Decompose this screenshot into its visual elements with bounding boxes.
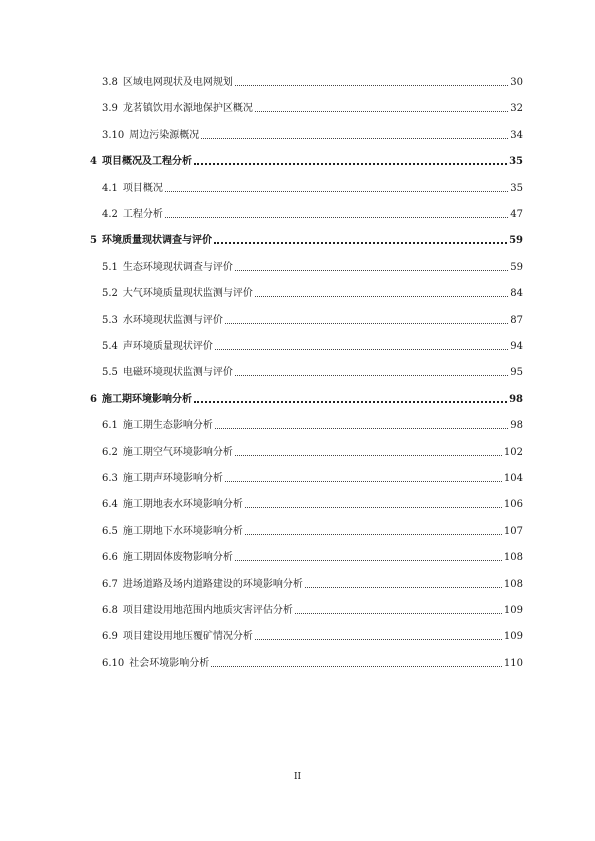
toc-dot-leader (214, 242, 507, 244)
toc-entry-title: 社会环境影响分析 (129, 657, 210, 669)
toc-section-entry[interactable] (102, 470, 523, 486)
toc-entry-title: 周边污染源概况 (129, 129, 200, 141)
toc-entry-number: 3.10 (102, 129, 125, 141)
toc-entry-number: 5.2 (102, 288, 118, 300)
toc-entry-title: 施工期地表水环境影响分析 (122, 499, 243, 511)
toc-entry-page: 32 (510, 103, 523, 115)
toc-dot-leader (215, 349, 508, 350)
toc-section-entry[interactable] (102, 127, 523, 143)
toc-dot-leader (215, 428, 508, 429)
toc-chapter-entry[interactable] (90, 153, 523, 169)
toc-entry-title: 生态环境现状调查与评价 (122, 261, 233, 273)
toc-entry-title: 施工期固体废物影响分析 (122, 552, 233, 564)
toc-entry-title: 区域电网现状及电网规划 (122, 77, 233, 88)
toc-entry-title: 项目概况及工程分析 (101, 156, 192, 168)
toc-entry-page: 35 (509, 156, 523, 168)
toc-entry-number: 3.9 (102, 103, 118, 115)
toc-entry-title: 施工期环境影响分析 (101, 393, 192, 405)
toc-entry-number: 3.8 (102, 77, 118, 88)
toc-section-entry[interactable] (102, 180, 523, 196)
toc-entry-title: 施工期声环境影响分析 (122, 473, 223, 484)
toc-entry-number: 6.10 (102, 657, 125, 669)
page-number: II (293, 772, 302, 782)
toc-entry-number: 6.2 (102, 446, 118, 458)
toc-entry-page: 110 (503, 657, 523, 669)
toc-section-entry[interactable] (102, 602, 523, 618)
toc-entry-number: 6.3 (102, 473, 118, 484)
toc-entry-title: 施工期空气环境影响分析 (122, 446, 233, 458)
toc-chapter-entry[interactable] (90, 391, 523, 407)
toc-dot-leader (235, 560, 502, 561)
toc-section-entry[interactable] (102, 100, 523, 116)
toc-entry-number: 6.6 (102, 552, 118, 564)
toc-entry-title: 大气环境质量现状监测与评价 (122, 288, 253, 300)
toc-dot-leader (194, 163, 507, 165)
toc-section-entry[interactable] (102, 417, 523, 433)
toc-section-entry[interactable] (102, 285, 523, 301)
toc-section-entry[interactable] (102, 206, 523, 222)
toc-entry-number: 6.7 (102, 578, 118, 590)
toc-entry-title: 环境质量现状调查与评价 (101, 235, 212, 247)
toc-entry-number: 4 (90, 156, 97, 168)
toc-entry-title: 施工期地下水环境影响分析 (122, 525, 243, 537)
toc-entry-number: 4.1 (102, 182, 118, 194)
toc-entry-number: 5.3 (102, 314, 118, 326)
toc-entry-title: 工程分析 (122, 209, 163, 220)
toc-entry-page: 98 (509, 393, 523, 405)
toc-entry-page: 87 (510, 314, 523, 326)
toc-entry-number: 6.5 (102, 525, 118, 537)
toc-section-entry[interactable] (102, 523, 523, 539)
toc-section-entry[interactable] (102, 259, 523, 275)
toc-section-entry[interactable] (102, 74, 523, 90)
toc-entry-page: 35 (510, 182, 523, 194)
toc-entry-page: 106 (503, 499, 523, 511)
toc-chapter-entry[interactable] (90, 232, 523, 248)
toc-entry-page: 30 (510, 77, 523, 88)
toc-section-entry[interactable] (102, 312, 523, 328)
toc-dot-leader (245, 507, 502, 508)
toc-entry-number: 4.2 (102, 209, 118, 220)
toc-entry-page: 102 (503, 446, 523, 458)
toc-dot-leader (225, 323, 508, 324)
toc-dot-leader (225, 481, 502, 482)
toc-entry-title: 水环境现状监测与评价 (122, 314, 223, 326)
toc-entry-title: 项目建设用地范围内地质灾害评估分析 (122, 605, 293, 616)
toc-entry-page: 84 (510, 288, 523, 300)
toc-entry-title: 施工期生态影响分析 (122, 420, 213, 432)
toc-dot-leader (211, 666, 502, 667)
toc-dot-leader (235, 85, 508, 86)
toc-entry-page: 34 (510, 129, 523, 141)
toc-entry-page: 59 (509, 235, 523, 247)
toc-entry-page: 47 (510, 209, 523, 220)
toc-dot-leader (194, 401, 507, 403)
toc-dot-leader (245, 534, 502, 535)
toc-entry-title: 项目概况 (122, 182, 163, 194)
toc-dot-leader (235, 375, 508, 376)
toc-entry-page: 108 (503, 552, 523, 564)
toc-entry-page: 94 (510, 341, 523, 352)
toc-entry-title: 项目建设用地压覆矿情况分析 (122, 631, 253, 643)
toc-section-entry[interactable] (102, 576, 523, 592)
toc-entry-page: 59 (510, 261, 523, 273)
toc-dot-leader (295, 613, 502, 614)
toc-entry-number: 5.5 (102, 367, 118, 379)
toc-entry-number: 5.1 (102, 261, 118, 273)
toc-dot-leader (165, 217, 508, 218)
toc-entry-page: 104 (503, 473, 523, 484)
toc-entry-number: 5.4 (102, 341, 118, 352)
toc-section-entry[interactable] (102, 549, 523, 565)
toc-section-entry[interactable] (102, 655, 523, 671)
toc-dot-leader (305, 587, 502, 588)
toc-dot-leader (255, 296, 508, 297)
toc-section-entry[interactable] (102, 364, 523, 380)
toc-entry-page: 109 (503, 605, 523, 616)
toc-section-entry[interactable] (102, 444, 523, 460)
toc-entry-page: 95 (510, 367, 523, 379)
toc-entry-title: 龙茗镇饮用水源地保护区概况 (122, 103, 253, 115)
toc-entry-number: 6 (90, 393, 97, 405)
toc-entry-page: 98 (510, 420, 523, 432)
toc-entry-title: 电磁环境现状监测与评价 (122, 367, 233, 379)
toc-dot-leader (255, 111, 508, 112)
toc-dot-leader (235, 270, 508, 271)
toc-entry-number: 6.9 (102, 631, 118, 643)
toc-entry-page: 108 (503, 578, 523, 590)
toc-entry-number: 6.4 (102, 499, 118, 511)
toc-entry-page: 107 (503, 525, 523, 537)
toc-entry-number: 6.1 (102, 420, 118, 432)
toc-section-entry[interactable] (102, 338, 523, 354)
toc-entry-number: 5 (90, 235, 97, 247)
toc-entry-title: 进场道路及场内道路建设的环境影响分析 (122, 578, 303, 590)
toc-dot-leader (165, 191, 508, 192)
toc-entry-page: 109 (503, 631, 523, 643)
toc-dot-leader (235, 455, 502, 456)
toc-dot-leader (201, 138, 508, 139)
toc-dot-leader (255, 639, 502, 640)
toc-entry-title: 声环境质量现状评价 (122, 341, 213, 352)
toc-entry-number: 6.8 (102, 605, 118, 616)
toc-section-entry[interactable] (102, 496, 523, 512)
toc-section-entry[interactable] (102, 628, 523, 644)
